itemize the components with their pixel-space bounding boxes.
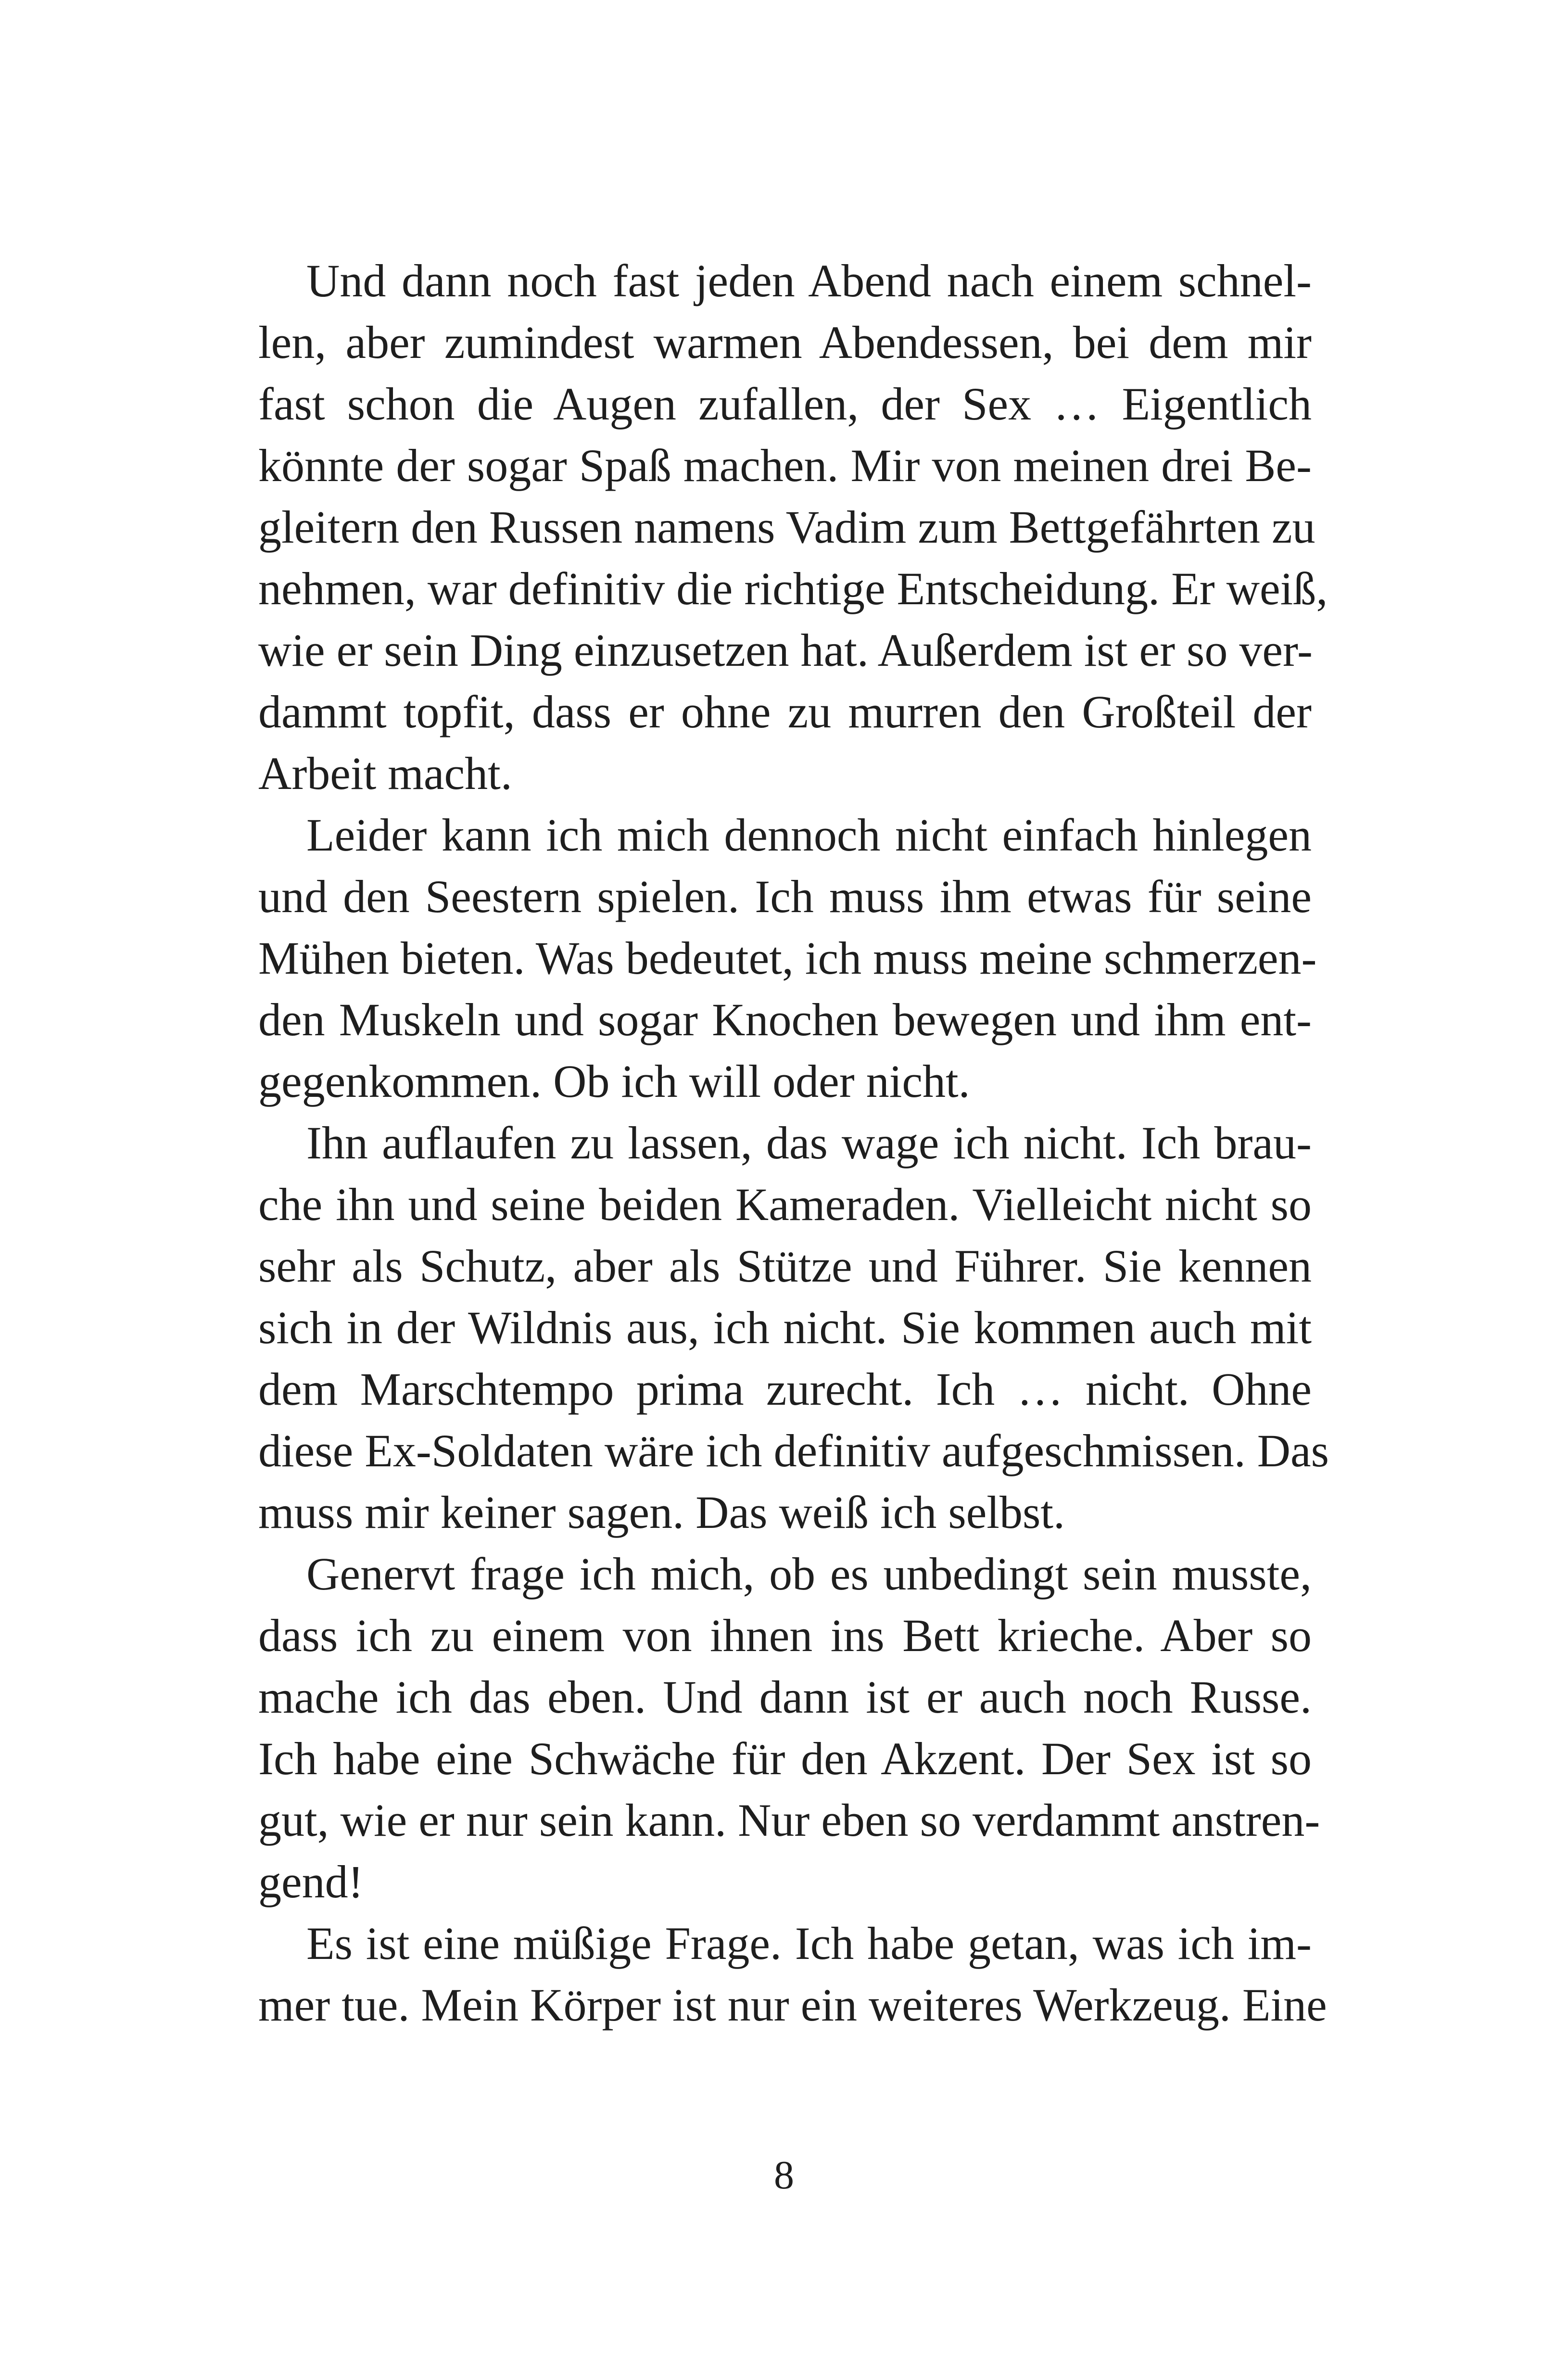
paragraph-4 <box>258 1543 1320 1913</box>
text-line: fast schon die Augen zufallen, der Sex … Eigentlich <box>258 378 1312 430</box>
text-line: diese Ex-Soldaten wäre ich definitiv aufgeschmissen. Das <box>258 1425 1329 1476</box>
paragraph-2 <box>258 804 1317 1112</box>
page-number: 8 <box>774 2153 794 2198</box>
text-line: gegenkommen. Ob ich will oder nicht. <box>258 1055 970 1107</box>
paragraph-1 <box>258 250 1328 804</box>
text-line: Und dann noch fast jeden Abend nach einem schnel- <box>306 255 1312 306</box>
text-line: sehr als Schutz, aber als Stütze und Führer. Sie kennen <box>258 1240 1312 1292</box>
text-line: gleitern den Russen namens Vadim zum Bettgefährten zu <box>258 501 1315 553</box>
text-line: muss mir keiner sagen. Das weiß ich selbst. <box>258 1487 1065 1538</box>
paragraph-3 <box>258 1112 1329 1543</box>
text-line: Arbeit macht. <box>258 748 512 799</box>
text-line: gut, wie er nur sein kann. Nur eben so verdammt anstren- <box>258 1794 1320 1846</box>
text-line: mache ich das eben. Und dann ist er auch noch Russe. <box>258 1671 1312 1723</box>
text-line: sich in der Wildnis aus, ich nicht. Sie kommen auch mit <box>258 1302 1312 1353</box>
text-line: Genervt frage ich mich, ob es unbedingt sein musste, <box>306 1548 1312 1600</box>
text-line: Ihn auflaufen zu lassen, das wage ich nicht. Ich brau- <box>306 1117 1312 1169</box>
text-line: dem Marschtempo prima zurecht. Ich … nicht. Ohne <box>258 1363 1312 1415</box>
text-line: könnte der sogar Spaß machen. Mir von meinen drei Be- <box>258 440 1312 491</box>
text-line: gend! <box>258 1856 364 1907</box>
body-text <box>258 250 1329 2036</box>
text-line: mer tue. Mein Körper ist nur ein weiteres Werkzeug. Eine <box>258 1979 1327 2031</box>
paragraph-5 <box>258 1913 1327 2036</box>
text-line: dass ich zu einem von ihnen ins Bett krieche. Aber so <box>258 1610 1312 1661</box>
text-line: wie er sein Ding einzusetzen hat. Außerdem ist er so ver- <box>258 624 1313 676</box>
text-line: len, aber zumindest warmen Abendessen, bei dem mir <box>258 317 1312 368</box>
text-line: Ich habe eine Schwäche für den Akzent. Der Sex ist so <box>258 1733 1312 1784</box>
text-line: den Muskeln und sogar Knochen bewegen und ihm ent- <box>258 994 1312 1045</box>
text-line: Mühen bieten. Was bedeutet, ich muss meine schmerzen- <box>258 932 1317 984</box>
text-line: Leider kann ich mich dennoch nicht einfach hinlegen <box>306 809 1312 861</box>
text-line: Es ist eine müßige Frage. Ich habe getan, was ich im- <box>306 1918 1312 1969</box>
text-line: dammt topfit, dass er ohne zu murren den Großteil der <box>258 686 1312 737</box>
text-line: nehmen, war definitiv die richtige Entscheidung. Er weiß, <box>258 563 1328 614</box>
text-line: che ihn und seine beiden Kameraden. Vielleicht nicht so <box>258 1179 1312 1230</box>
text-line: und den Seestern spielen. Ich muss ihm etwas für seine <box>258 871 1312 922</box>
